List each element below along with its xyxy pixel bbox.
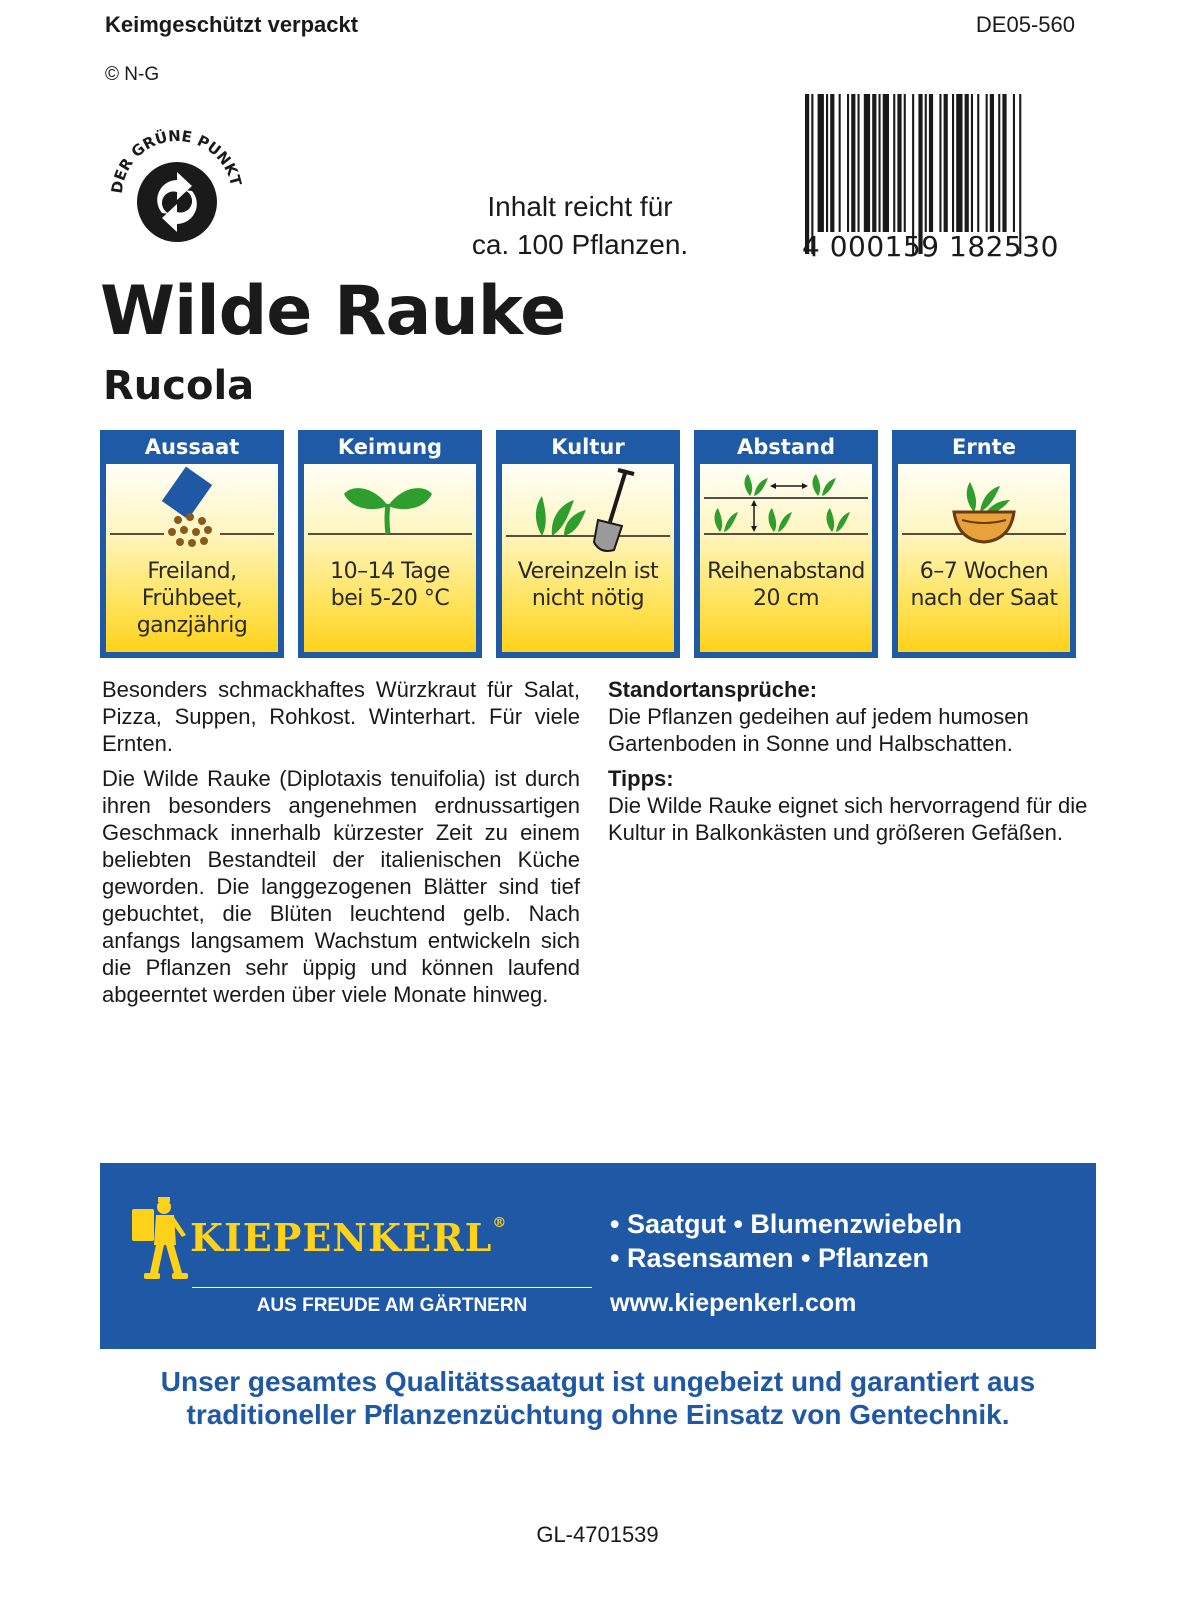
barcode-bar — [851, 94, 855, 232]
card-heading: Ernte — [952, 435, 1016, 459]
card-text — [898, 558, 1070, 612]
location-text: Die Pflanzen gedeihen auf jedem humosen Gartenboden in Sonne und Halbschatten. — [608, 704, 1029, 756]
quality-guarantee — [100, 1365, 1096, 1431]
content-line-2: ca. 100 Pflanzen. — [471, 229, 689, 260]
brand-slogan: AUS FREUDE AM GÄRTNERN — [256, 1295, 528, 1316]
gl-code: GL-4701539 — [536, 1522, 659, 1547]
guarantee-line: Unser gesamtes Qualitätssaatgut ist ungebeizt und garantiert aus — [160, 1366, 1036, 1397]
card-text-line: ganzjährig — [136, 613, 248, 638]
tips-heading: Tipps: — [608, 766, 674, 791]
barcode-bar — [818, 94, 824, 232]
barcode-bar — [839, 94, 841, 232]
barcode-bar — [864, 94, 870, 232]
barcode-bar — [826, 94, 828, 232]
card-heading: Kultur — [551, 435, 625, 459]
brand-name — [190, 1215, 507, 1260]
barcode-bar — [998, 94, 1000, 232]
card-text-line: 6–7 Wochen — [919, 559, 1049, 584]
barcode-bar — [952, 94, 954, 232]
brand-wordmark: KIEPENKERL — [190, 1215, 493, 1260]
barcode-bar — [956, 94, 962, 232]
barcode-bar — [858, 94, 860, 232]
guarantee-line: traditioneller Pflanzenzüchtung ohne Einsatz von Gentechnik. — [186, 1399, 1010, 1430]
barcode-bar — [990, 94, 994, 232]
barcode-bar — [925, 94, 927, 232]
description-column — [102, 676, 580, 1016]
product-title: Wilde Rauke — [100, 272, 566, 351]
barcode-bar — [872, 94, 876, 232]
info-column — [608, 676, 1100, 854]
card-text-line: 20 cm — [752, 586, 819, 611]
barcode-bar — [971, 94, 973, 232]
card-text-line: nach der Saat — [910, 586, 1058, 611]
content-note — [430, 188, 730, 264]
seed-packet-icon — [106, 464, 278, 556]
barcode-bar — [830, 94, 834, 232]
barcode-digits: 4 000159 182530 — [802, 230, 1059, 263]
barcode-bar — [939, 94, 941, 232]
product-list — [610, 1207, 962, 1275]
card-text — [304, 558, 476, 612]
barcode-bar — [904, 94, 906, 232]
kiepenkerl-figure-icon — [128, 1195, 192, 1289]
card-kultur — [496, 430, 680, 658]
barcode-bar — [977, 94, 979, 232]
website-link[interactable]: www.kiepenkerl.com — [610, 1289, 857, 1317]
card-aussaat — [100, 430, 284, 658]
card-body — [106, 464, 278, 652]
barcode-bar — [893, 94, 895, 232]
card-heading: Aussaat — [144, 435, 240, 459]
card-keimung — [298, 430, 482, 658]
barcode-bar — [965, 94, 969, 232]
brand-divider — [192, 1287, 592, 1288]
card-heading: Abstand — [737, 435, 835, 459]
card-ernte — [892, 430, 1076, 658]
harvest-bowl-icon — [898, 464, 1070, 556]
info-cards — [100, 430, 1100, 660]
card-text-line: nicht nötig — [531, 586, 645, 611]
spade-icon — [502, 464, 674, 556]
registered-mark: ® — [492, 1215, 508, 1231]
card-text-line: Frühbeet, — [141, 586, 243, 611]
barcode-bar — [944, 94, 948, 232]
card-text-line: 10–14 Tage — [330, 559, 450, 584]
barcode-bar — [986, 94, 988, 232]
card-body — [304, 464, 476, 652]
content-line-1: Inhalt reicht für — [487, 191, 673, 222]
card-text — [700, 558, 872, 612]
svg-text:DER GRÜNE PUNKT: DER GRÜNE PUNKT — [107, 126, 245, 195]
tips-text: Die Wilde Rauke eignet sich hervorragend für die Kultur in Balkonkästen und größeren Gefäßen. — [608, 793, 1088, 845]
spacing-icon — [700, 464, 872, 556]
barcode-bar — [897, 94, 901, 232]
card-heading: Keimung — [337, 435, 443, 459]
card-body — [502, 464, 674, 652]
barcode-bar — [883, 94, 889, 232]
product-code: DE05-560 — [975, 12, 1075, 37]
packaging-note: Keimgeschützt verpackt — [105, 12, 359, 37]
card-text-line: Freiland, — [147, 559, 237, 584]
barcode-bar — [847, 94, 849, 232]
barcode-bar — [1013, 94, 1015, 232]
card-body — [700, 464, 872, 652]
copyright-note: © N-G — [105, 64, 160, 85]
barcode-bar — [879, 94, 881, 232]
card-abstand — [694, 430, 878, 658]
recycling-icon — [102, 118, 252, 268]
product-list-line: • Rasensamen • Pflanzen — [610, 1243, 930, 1273]
description-paragraph: Die Wilde Rauke (Diplotaxis tenuifolia) ist durch ihren besonders angenehmen erdnussartigen Geschmack innerhalb kürzester Zeit zu einem beliebten Bestandteil der italienischen Küche geworden. Die langgezogenen Blätter sind tief gebuchtet, die Blüten leuchtend gelb. Nach anfangs langsamem Wachstum entwickeln sich die Pflanzen sehr üppig und können laufend abgeerntet werden über viele Monate hinweg. — [102, 766, 580, 1007]
barcode-bar — [1002, 94, 1006, 232]
location-heading: Standortansprüche: — [608, 677, 818, 702]
card-text-line: bei 5-20 °C — [330, 586, 450, 611]
card-body — [898, 464, 1070, 652]
barcode — [802, 94, 1085, 264]
card-text-line: Vereinzeln ist — [517, 559, 659, 584]
product-list-line: • Saatgut • Blumenzwiebeln — [610, 1209, 962, 1239]
seedling-icon — [304, 464, 476, 556]
barcode-bar — [929, 94, 933, 232]
card-text-line: Reihenabstand — [707, 559, 865, 584]
brand-banner — [100, 1163, 1096, 1349]
gruene-punkt-logo — [102, 118, 252, 268]
card-text — [106, 558, 278, 639]
card-text — [502, 558, 674, 612]
description-paragraph: Besonders schmackhaftes Würzkraut für Salat, Pizza, Suppen, Rohkost. Winterhart. Für viele Ernten. — [102, 677, 580, 756]
product-subtitle: Rucola — [103, 363, 255, 409]
